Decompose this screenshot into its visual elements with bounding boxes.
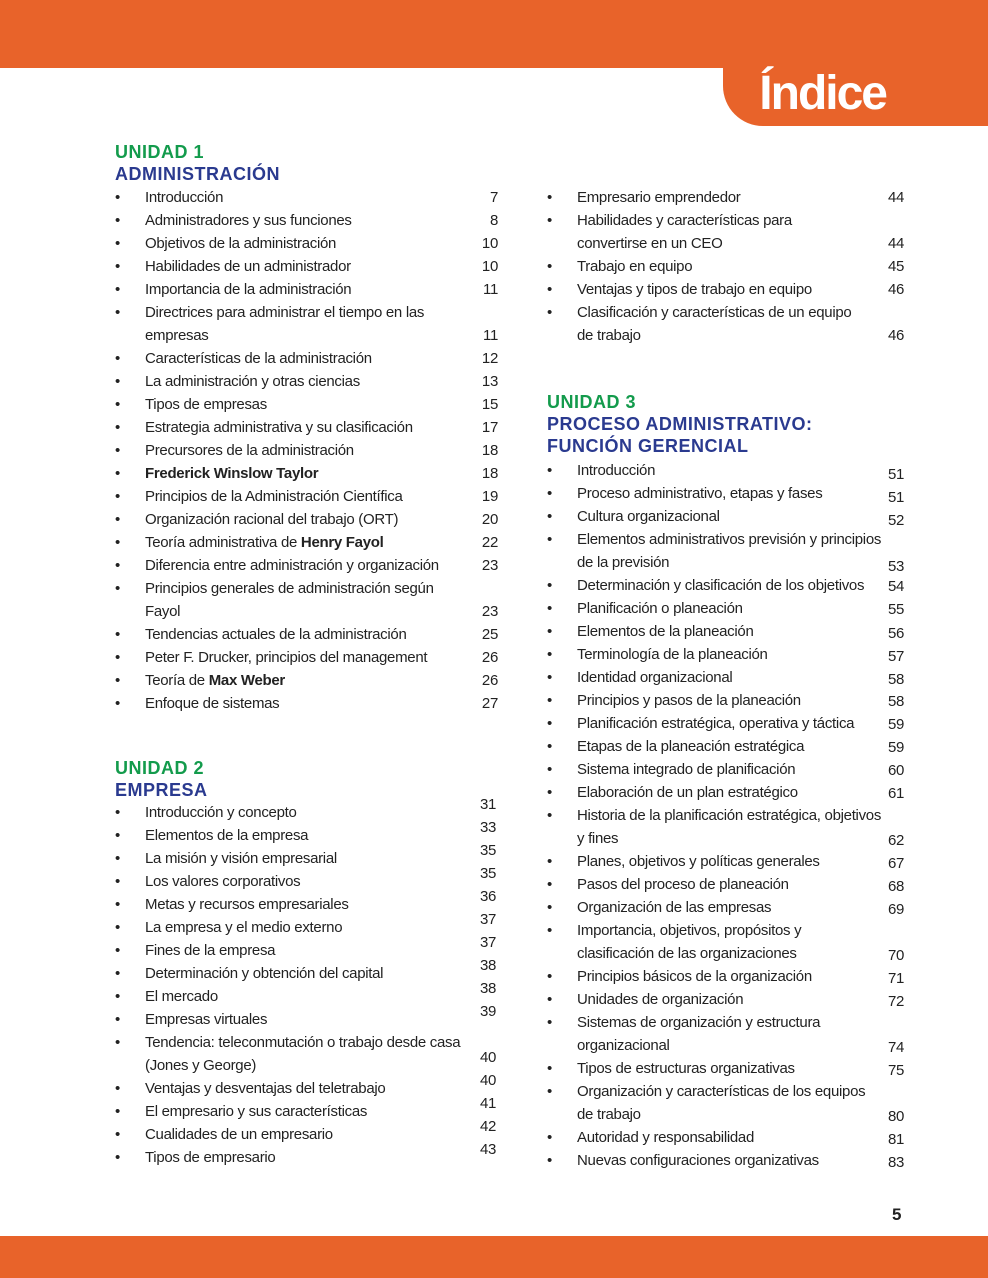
unit-2-title: EMPRESA <box>115 780 208 800</box>
bullet-icon: • <box>115 1080 120 1097</box>
toc-entry[interactable] <box>115 888 500 916</box>
toc-entry[interactable] <box>115 485 500 508</box>
toc-entry-page: 61 <box>888 785 905 802</box>
bullet-icon: • <box>115 1103 120 1120</box>
bullet-icon: • <box>115 189 120 206</box>
toc-entry[interactable] <box>115 1118 500 1146</box>
toc-entry[interactable] <box>547 896 907 919</box>
bullet-icon: • <box>547 189 552 206</box>
toc-entry-page: 39 <box>480 1003 497 1020</box>
toc-entry-label: Organización de las empresas <box>577 899 772 916</box>
toc-entry-page: 70 <box>888 947 905 964</box>
toc-entry[interactable] <box>115 508 500 531</box>
unit-1-title: ADMINISTRACIÓN <box>115 164 280 184</box>
toc-entry-label: Sistema integrado de planificación <box>577 761 796 778</box>
toc-entry-label: Etapas de la planeación estratégica <box>577 738 805 755</box>
toc-entry[interactable] <box>115 370 500 393</box>
toc-entry-label: Enfoque de sistemas <box>145 695 280 712</box>
toc-entry-label: Ventajas y desventajas del teletrabajo <box>145 1080 386 1097</box>
bullet-icon: • <box>547 1014 552 1031</box>
bullet-icon: • <box>547 968 552 985</box>
toc-entry-label: Planificación estratégica, operativa y táctica <box>577 715 855 732</box>
bullet-icon: • <box>115 1011 120 1028</box>
toc-entry-page: 10 <box>481 258 498 275</box>
toc-entry[interactable] <box>547 1011 907 1057</box>
toc-entry-page: 43 <box>480 1141 497 1158</box>
toc-entry[interactable] <box>115 347 500 370</box>
toc-entry-label: Diferencia entre administración y organización <box>145 557 439 574</box>
toc-entry[interactable] <box>547 988 907 1011</box>
toc-entry[interactable] <box>115 186 500 209</box>
toc-entry-page: 68 <box>888 878 905 895</box>
toc-entry-label: Cualidades de un empresario <box>145 1126 333 1143</box>
toc-entry[interactable] <box>547 965 907 988</box>
toc-entry-label: Nuevas configuraciones organizativas <box>577 1152 819 1169</box>
toc-entry-page: 40 <box>480 1049 497 1066</box>
toc-entry[interactable] <box>547 620 907 643</box>
toc-entry-page: 22 <box>481 534 498 551</box>
toc-entry-page: 20 <box>481 511 498 528</box>
bullet-icon: • <box>547 853 552 870</box>
bullet-icon: • <box>547 669 552 686</box>
bullet-icon: • <box>115 695 120 712</box>
toc-entry-page: 38 <box>480 980 497 997</box>
toc-entry-label: Características de la administración <box>145 350 372 367</box>
toc-entry-page: 58 <box>888 693 905 710</box>
toc-entry-label-name: Max Weber <box>208 672 285 689</box>
toc-entry-label: Directrices para administrar el tiempo en las empresas <box>145 304 425 344</box>
bullet-icon: • <box>547 577 552 594</box>
toc-entry-page: 18 <box>481 465 498 482</box>
bullet-icon: • <box>115 304 120 321</box>
bullet-icon: • <box>115 557 120 574</box>
toc-entry[interactable] <box>547 186 907 209</box>
toc-entry[interactable] <box>115 796 500 824</box>
toc-entry-label: Elaboración de un plan estratégico <box>577 784 798 801</box>
bullet-icon: • <box>547 922 552 939</box>
bullet-icon: • <box>115 534 120 551</box>
bullet-icon: • <box>115 626 120 643</box>
toc-entry-page: 44 <box>888 189 905 206</box>
unit-2-heading <box>115 757 208 801</box>
toc-entry[interactable] <box>547 689 907 712</box>
bullet-icon: • <box>547 212 552 229</box>
toc-entry-label: Tipos de estructuras organizativas <box>577 1060 795 1077</box>
toc-entry-label: Tendencia: teleconmutación o trabajo desde casa (Jones y George) <box>145 1034 461 1074</box>
toc-entry-label: Introducción y concepto <box>145 804 297 821</box>
toc-entry-label: Principios generales de administración según Fayol <box>145 580 434 620</box>
toc-entry-page: 69 <box>888 901 905 918</box>
toc-entry[interactable] <box>115 531 500 554</box>
bullet-icon: • <box>115 580 120 597</box>
toc-entry[interactable] <box>547 873 907 896</box>
toc-entry-page: 67 <box>888 855 905 872</box>
toc-entry-label: La misión y visión empresarial <box>145 850 337 867</box>
unit-3-title-line-1: PROCESO ADMINISTRATIVO: <box>547 414 813 434</box>
toc-entry-page: 45 <box>888 258 905 275</box>
toc-entry-page: 83 <box>888 1154 905 1171</box>
bullet-icon: • <box>115 649 120 666</box>
toc-entry-page: 38 <box>480 957 497 974</box>
toc-entry[interactable] <box>547 278 907 301</box>
bullet-icon: • <box>115 942 120 959</box>
bullet-icon: • <box>547 531 552 548</box>
unit-2-toc-continued <box>547 186 907 347</box>
toc-entry-label: Ventajas y tipos de trabajo en equipo <box>577 281 812 298</box>
toc-entry-page: 42 <box>480 1118 497 1135</box>
toc-entry[interactable] <box>115 554 500 577</box>
bullet-icon: • <box>115 373 120 390</box>
toc-entry-page: 17 <box>481 419 498 436</box>
toc-entry-page: 11 <box>483 281 498 298</box>
toc-entry[interactable] <box>115 462 500 485</box>
bullet-icon: • <box>115 258 120 275</box>
toc-entry-page: 71 <box>888 970 905 987</box>
bullet-icon: • <box>115 419 120 436</box>
toc-entry-label: Clasificación y características de un equipo de trabajo <box>577 304 852 344</box>
bullet-icon: • <box>547 807 552 824</box>
toc-entry-label: Autoridad y responsabilidad <box>577 1129 755 1146</box>
toc-entry[interactable] <box>115 911 500 939</box>
bullet-icon: • <box>547 784 552 801</box>
toc-entry[interactable] <box>547 459 907 482</box>
toc-entry-label: La administración y otras ciencias <box>145 373 360 390</box>
unit-2-toc <box>115 796 500 1169</box>
toc-entry[interactable] <box>547 666 907 689</box>
bullet-icon: • <box>547 1060 552 1077</box>
toc-entry-label: Frederick Winslow Taylor <box>145 465 319 482</box>
toc-entry[interactable] <box>547 758 907 781</box>
toc-entry-label: Determinación y clasificación de los objetivos <box>577 577 865 594</box>
toc-entry[interactable] <box>547 1149 907 1172</box>
toc-entry[interactable] <box>115 934 500 962</box>
unit-1-number: UNIDAD 1 <box>115 142 205 162</box>
bullet-icon: • <box>115 827 120 844</box>
toc-entry[interactable] <box>547 255 907 278</box>
toc-entry-page: 74 <box>888 1039 905 1056</box>
bullet-icon: • <box>547 692 552 709</box>
toc-entry-label: Empresas virtuales <box>145 1011 268 1028</box>
toc-entry-page: 53 <box>888 558 905 575</box>
unit-3-title-line-2: FUNCIÓN GERENCIAL <box>547 436 749 456</box>
toc-entry-page: 51 <box>888 489 905 506</box>
toc-entry-label: Terminología de la planeación <box>577 646 768 663</box>
toc-entry[interactable] <box>115 842 500 870</box>
footer-band <box>0 1236 988 1278</box>
toc-entry[interactable] <box>115 1003 500 1031</box>
toc-entry-label: La empresa y el medio externo <box>145 919 343 936</box>
toc-entry-page: 54 <box>888 578 905 595</box>
toc-entry-page: 40 <box>480 1072 497 1089</box>
toc-entry-page: 8 <box>489 212 498 229</box>
toc-entry-label: Organización y características de los equipos de trabajo <box>577 1083 866 1123</box>
toc-entry-page: 81 <box>888 1131 905 1148</box>
toc-entry[interactable] <box>547 574 907 597</box>
toc-entry-page: 75 <box>888 1062 905 1079</box>
toc-entry-label: Determinación y obtención del capital <box>145 965 384 982</box>
toc-entry-page: 19 <box>481 488 498 505</box>
toc-entry-label: Pasos del proceso de planeación <box>577 876 789 893</box>
toc-entry-label: Trabajo en equipo <box>577 258 693 275</box>
bullet-icon: • <box>115 511 120 528</box>
toc-entry[interactable] <box>547 643 907 666</box>
toc-entry-label: El empresario y sus características <box>145 1103 368 1120</box>
bullet-icon: • <box>547 761 552 778</box>
toc-entry-page: 59 <box>888 716 905 733</box>
toc-entry[interactable] <box>115 278 500 301</box>
bullet-icon: • <box>115 896 120 913</box>
toc-entry-label: Principios y pasos de la planeación <box>577 692 801 709</box>
bullet-icon: • <box>547 508 552 525</box>
toc-entry-page: 37 <box>480 934 497 951</box>
toc-entry-label: El mercado <box>145 988 218 1005</box>
toc-entry[interactable] <box>115 577 500 623</box>
toc-entry[interactable] <box>547 850 907 873</box>
bullet-icon: • <box>547 1129 552 1146</box>
toc-entry[interactable] <box>115 232 500 255</box>
toc-entry-label: Habilidades y características para convertirse en un CEO <box>577 212 792 252</box>
toc-entry-label: Sistemas de organización y estructura organizacional <box>577 1014 821 1054</box>
toc-entry[interactable] <box>115 439 500 462</box>
bullet-icon: • <box>547 1083 552 1100</box>
bullet-icon: • <box>115 919 120 936</box>
toc-entry-label: Introducción <box>577 462 656 479</box>
toc-entry-label: Elementos de la planeación <box>577 623 754 640</box>
toc-entry[interactable] <box>115 819 500 847</box>
bullet-icon: • <box>115 850 120 867</box>
toc-entry[interactable] <box>547 781 907 804</box>
toc-entry-label: Los valores corporativos <box>145 873 301 890</box>
toc-entry-label: Tipos de empresas <box>145 396 267 413</box>
toc-entry-label: Planificación o planeación <box>577 600 743 617</box>
toc-entry[interactable] <box>547 804 907 850</box>
toc-entry-page: 35 <box>480 865 497 882</box>
bullet-icon: • <box>115 396 120 413</box>
toc-entry-label-name: Henry Fayol <box>300 534 384 551</box>
bullet-icon: • <box>115 1149 120 1166</box>
toc-entry-page: 26 <box>481 649 498 666</box>
toc-entry-label <box>115 531 455 554</box>
unit-1-toc <box>115 186 500 715</box>
bullet-icon: • <box>115 465 120 482</box>
bullet-icon: • <box>547 991 552 1008</box>
toc-entry[interactable] <box>115 1072 500 1100</box>
toc-entry[interactable] <box>115 646 500 669</box>
toc-entry[interactable] <box>115 209 500 232</box>
page-number: 5 <box>892 1205 902 1224</box>
toc-entry-page: 52 <box>888 512 905 529</box>
toc-entry-label: Identidad organizacional <box>577 669 733 686</box>
toc-entry-label: Precursores de la administración <box>145 442 354 459</box>
toc-entry-page: 36 <box>480 888 497 905</box>
toc-entry-label: Planes, objetivos y políticas generales <box>577 853 820 870</box>
bullet-icon: • <box>547 715 552 732</box>
toc-entry-page: 23 <box>481 603 498 620</box>
toc-entry-page: 31 <box>480 796 497 813</box>
toc-entry-label: Estrategia administrativa y su clasificación <box>145 419 413 436</box>
unit-3-heading <box>547 391 813 457</box>
toc-entry[interactable] <box>115 416 500 439</box>
toc-entry-page: 62 <box>888 832 905 849</box>
toc-entry-label: Introducción <box>145 189 224 206</box>
toc-entry-page: 26 <box>481 672 498 689</box>
toc-entry-label: Fines de la empresa <box>145 942 276 959</box>
bullet-icon: • <box>115 1034 120 1051</box>
toc-entry-page: 25 <box>481 626 498 643</box>
toc-entry-label: Cultura organizacional <box>577 508 720 525</box>
toc-entry-label: Administradores y sus funciones <box>145 212 352 229</box>
bullet-icon: • <box>547 899 552 916</box>
toc-entry[interactable] <box>547 528 907 574</box>
toc-entry[interactable] <box>115 957 500 985</box>
bullet-icon: • <box>115 212 120 229</box>
toc-entry-page: 12 <box>481 350 498 367</box>
toc-entry[interactable] <box>547 301 907 347</box>
toc-entry-label: Importancia de la administración <box>145 281 352 298</box>
bullet-icon: • <box>547 258 552 275</box>
toc-entry-page: 58 <box>888 671 905 688</box>
toc-entry[interactable] <box>115 301 500 347</box>
toc-entry-label: Habilidades de un administrador <box>145 258 351 275</box>
unit-1-heading <box>115 141 280 185</box>
toc-entry-page: 13 <box>481 373 498 390</box>
toc-entry-page: 51 <box>888 466 905 483</box>
toc-entry[interactable] <box>115 623 500 646</box>
toc-entry-label: Empresario emprendedor <box>577 189 741 206</box>
toc-entry-label: Tipos de empresario <box>145 1149 276 1166</box>
bullet-icon: • <box>115 965 120 982</box>
toc-entry-label <box>115 669 455 692</box>
toc-entry[interactable] <box>547 1126 907 1149</box>
toc-entry-label: Organización racional del trabajo (ORT) <box>145 511 399 528</box>
bullet-icon: • <box>115 442 120 459</box>
bullet-icon: • <box>115 873 120 890</box>
toc-entry[interactable] <box>115 865 500 893</box>
toc-entry[interactable] <box>547 1057 907 1080</box>
toc-entry-page: 41 <box>480 1095 497 1112</box>
toc-entry-page: 7 <box>489 189 498 206</box>
toc-entry-page: 37 <box>480 911 497 928</box>
bullet-icon: • <box>547 646 552 663</box>
bullet-icon: • <box>547 738 552 755</box>
toc-entry[interactable] <box>115 980 500 1008</box>
toc-entry[interactable] <box>547 1080 907 1126</box>
toc-entry[interactable] <box>115 1095 500 1123</box>
bullet-icon: • <box>547 304 552 321</box>
unit-3-toc <box>547 459 907 1172</box>
toc-entry-page: 46 <box>888 327 905 344</box>
toc-entry[interactable] <box>547 505 907 528</box>
toc-entry-label: Elementos de la empresa <box>145 827 309 844</box>
toc-entry[interactable] <box>547 712 907 735</box>
toc-entry-page: 11 <box>483 327 498 344</box>
toc-entry-page: 59 <box>888 739 905 756</box>
toc-entry[interactable] <box>115 1031 500 1077</box>
toc-entry[interactable] <box>115 255 500 278</box>
toc-entry-label: Importancia, objetivos, propósitos y clasificación de las organizaciones <box>577 922 802 962</box>
bullet-icon: • <box>547 1152 552 1169</box>
bullet-icon: • <box>115 281 120 298</box>
toc-entry-page: 35 <box>480 842 497 859</box>
bullet-icon: • <box>115 488 120 505</box>
toc-entry-label: Peter F. Drucker, principios del management <box>145 649 428 666</box>
bullet-icon: • <box>115 988 120 1005</box>
toc-entry[interactable] <box>115 1141 500 1169</box>
toc-entry-label: Principios de la Administración Científica <box>145 488 403 505</box>
toc-entry[interactable] <box>547 919 907 965</box>
toc-entry-label: Tendencias actuales de la administración <box>145 626 407 643</box>
bullet-icon: • <box>115 804 120 821</box>
toc-entry-label-prefix: Teoría administrativa de <box>145 534 301 551</box>
toc-entry-label: Historia de la planificación estratégica, objetivos y fines <box>577 807 882 847</box>
toc-entry-label: Principios básicos de la organización <box>577 968 812 985</box>
unit-2-number: UNIDAD 2 <box>115 758 205 778</box>
toc-entry-page: 23 <box>481 557 498 574</box>
bullet-icon: • <box>547 876 552 893</box>
bullet-icon: • <box>547 281 552 298</box>
toc-entry[interactable] <box>115 393 500 416</box>
page-title: Índice <box>759 67 886 120</box>
bullet-icon: • <box>115 350 120 367</box>
toc-entry-label-prefix: Teoría de <box>145 672 209 689</box>
bullet-icon: • <box>547 600 552 617</box>
toc-entry[interactable] <box>115 669 500 692</box>
toc-entry-label: Metas y recursos empresariales <box>145 896 349 913</box>
toc-entry-page: 10 <box>481 235 498 252</box>
toc-entry-label: Objetivos de la administración <box>145 235 337 252</box>
toc-entry-page: 44 <box>888 235 905 252</box>
unit-3-number: UNIDAD 3 <box>547 392 637 412</box>
toc-entry-page: 56 <box>888 625 905 642</box>
toc-entry-page: 57 <box>888 648 905 665</box>
toc-entry-page: 27 <box>481 695 498 712</box>
toc-entry-page: 55 <box>888 601 905 618</box>
toc-entry-page: 18 <box>481 442 498 459</box>
toc-entry[interactable] <box>547 597 907 620</box>
toc-entry-label: Proceso administrativo, etapas y fases <box>577 485 823 502</box>
toc-entry[interactable] <box>115 692 500 715</box>
toc-entry-page: 33 <box>480 819 497 836</box>
toc-entry-page: 60 <box>888 762 905 779</box>
toc-entry[interactable] <box>547 482 907 505</box>
toc-entry-page: 80 <box>888 1108 905 1125</box>
toc-entry-page: 15 <box>481 396 498 413</box>
bullet-icon: • <box>115 672 120 689</box>
bullet-icon: • <box>547 623 552 640</box>
toc-entry-label: Elementos administrativos previsión y principios de la previsión <box>577 531 882 571</box>
toc-entry-label: Unidades de organización <box>577 991 744 1008</box>
bullet-icon: • <box>115 235 120 252</box>
bullet-icon: • <box>547 462 552 479</box>
toc-entry-page: 46 <box>888 281 905 298</box>
bullet-icon: • <box>115 1126 120 1143</box>
toc-entry[interactable] <box>547 209 907 255</box>
toc-entry[interactable] <box>547 735 907 758</box>
toc-entry-page: 72 <box>888 993 905 1010</box>
bullet-icon: • <box>547 485 552 502</box>
